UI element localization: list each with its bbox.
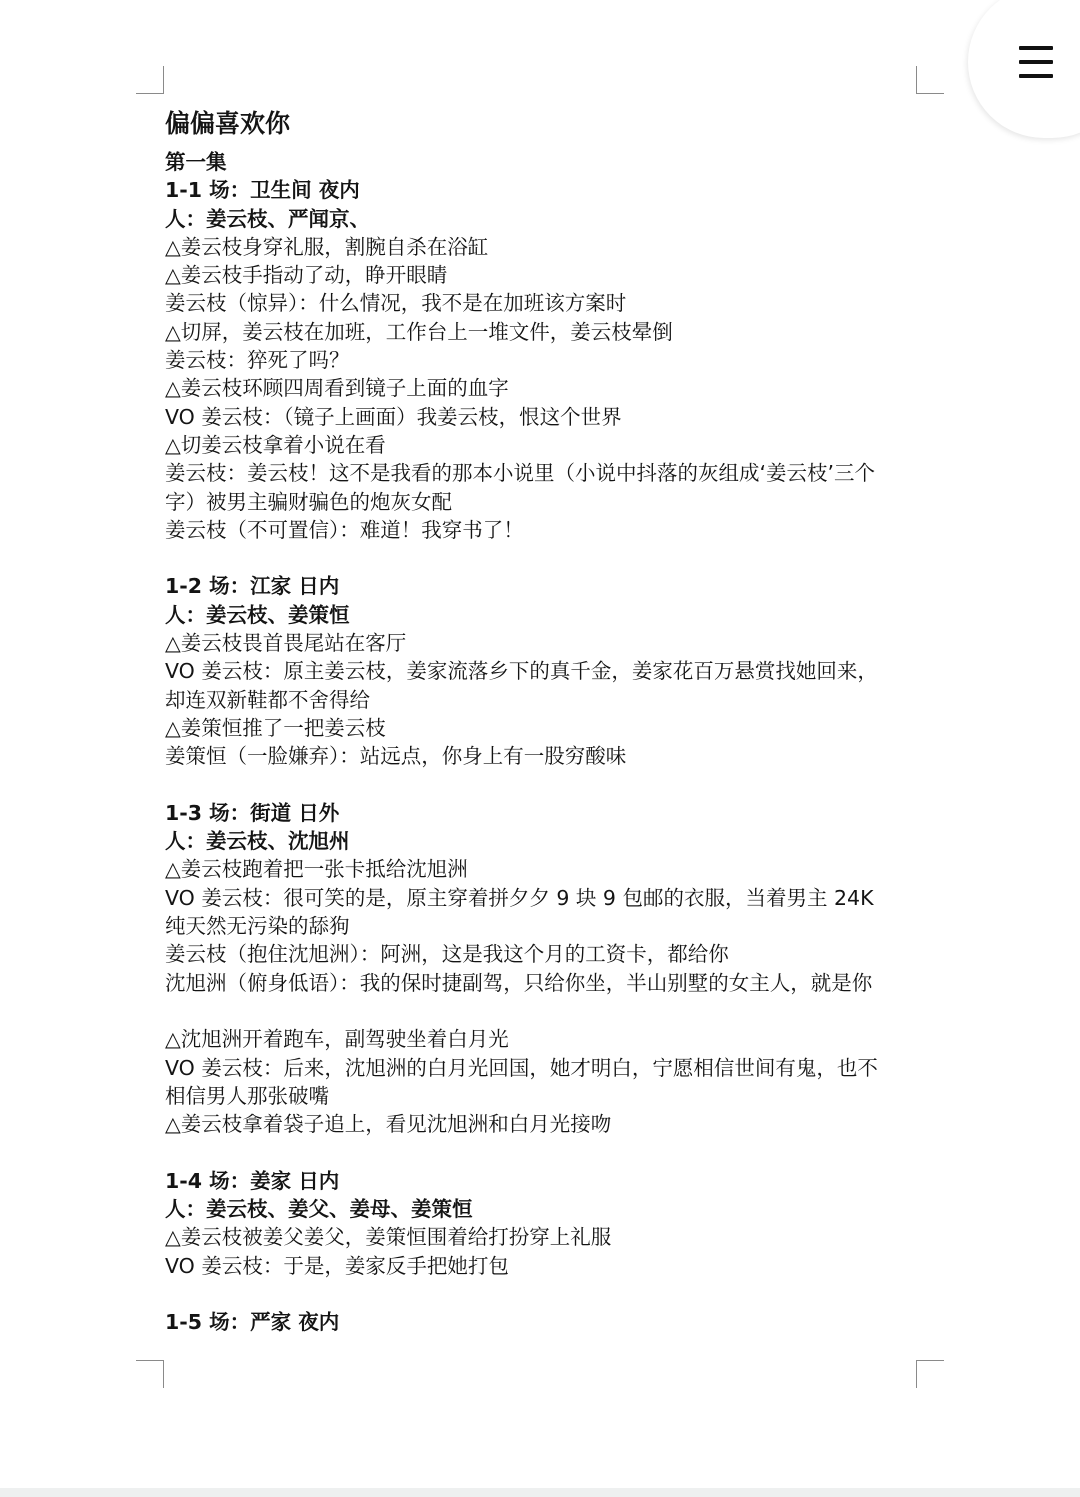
script-line: VO 姜云枝：后来，沈旭洲的白月光回国，她才明白，宁愿相信世间有鬼，也不 xyxy=(165,1055,878,1080)
script-line: 沈旭洲（俯身低语）：我的保时捷副驾，只给你坐，半山别墅的女主人，就是你 xyxy=(165,970,873,995)
script-line: VO 姜云枝：于是，姜家反手把她打包 xyxy=(165,1253,509,1278)
scene-heading-line: 1-5 场：严家 夜内 xyxy=(165,1310,340,1335)
script-line: 姜云枝（不可置信）：难道！我穿书了！ xyxy=(165,517,524,542)
script-lines xyxy=(165,148,925,1336)
script-line: △姜云枝手指动了动，睁开眼睛 xyxy=(165,263,448,288)
blank-line xyxy=(165,1280,925,1308)
script-line: 姜策恒（一脸嫌弃）：站远点，你身上有一股穷酸味 xyxy=(165,744,627,769)
scene-heading-line: 1-4 场：姜家 日内 xyxy=(165,1168,340,1193)
script-line: 姜云枝（惊异）：什么情况，我不是在加班该方案时 xyxy=(165,291,627,316)
script-line: 姜云枝：猝死了吗？ xyxy=(165,348,350,373)
script-line: 却连双新鞋都不舍得给 xyxy=(165,687,370,712)
script-line: 姜云枝：姜云枝！这不是我看的那本小说里（小说中抖落的灰组成‘姜云枝’三个 xyxy=(165,461,876,486)
blank-line xyxy=(165,544,925,572)
script-line: 字）被男主骗财骗色的炮灰女配 xyxy=(165,489,452,514)
script-line: VO 姜云枝：（镜子上画面）我姜云枝，恨这个世界 xyxy=(165,404,622,429)
scene-heading-line: 人：姜云枝、姜父、姜母、姜策恒 xyxy=(165,1196,473,1221)
script-line: △姜云枝畏首畏尾站在客厅 xyxy=(165,631,407,656)
document-title: 偏偏喜欢你 xyxy=(165,109,291,138)
blank-line xyxy=(165,1138,925,1166)
script-line: △姜云枝环顾四周看到镜子上面的血字 xyxy=(165,376,509,401)
scene-heading-line: 人：姜云枝、沈旭州 xyxy=(165,829,350,854)
scene-heading-line: 人：姜云枝、姜策恒 xyxy=(165,602,350,627)
script-line: △姜策恒推了一把姜云枝 xyxy=(165,715,386,740)
scene-heading-line: 第一集 xyxy=(165,150,227,174)
scene-heading-line: 人：姜云枝、严闻京、 xyxy=(165,206,370,231)
script-line: VO 姜云枝：很可笑的是，原主穿着拼夕夕 9 块 9 包邮的衣服，当着男主 24K xyxy=(165,885,874,910)
script-line: VO 姜云枝：原主姜云枝，姜家流落乡下的真千金，姜家花百万悬赏找她回来， xyxy=(165,659,878,684)
script-line: △姜云枝身穿礼服，割腕自杀在浴缸 xyxy=(165,234,489,259)
script-line: △姜云枝拿着袋子追上，看见沈旭洲和白月光接吻 xyxy=(165,1112,612,1137)
margin-corner-bottom-left xyxy=(136,1360,164,1388)
margin-corner-bottom-right xyxy=(916,1360,944,1388)
scene-heading-line: 1-1 场：卫生间 夜内 xyxy=(165,178,360,203)
script-line: 姜云枝（抱住沈旭洲）：阿洲，这是我这个月的工资卡，都给你 xyxy=(165,942,729,967)
bottom-strip xyxy=(0,1488,1080,1497)
hamburger-menu-icon[interactable] xyxy=(1019,44,1053,78)
script-line: △姜云枝跑着把一张卡抵给沈旭洲 xyxy=(165,857,468,882)
margin-corner-top-right xyxy=(916,66,944,94)
scene-heading-line: 1-2 场：江家 日内 xyxy=(165,574,340,599)
document-body xyxy=(165,104,925,1336)
script-line: △切姜云枝拿着小说在看 xyxy=(165,432,386,457)
margin-corner-top-left xyxy=(136,66,164,94)
script-line: △切屏，姜云枝在加班，工作台上一堆文件，姜云枝晕倒 xyxy=(165,319,673,344)
script-line: 相信男人那张破嘴 xyxy=(165,1083,329,1108)
scene-heading-line: 1-3 场：街道 日外 xyxy=(165,800,340,825)
script-line: △沈旭洲开着跑车，副驾驶坐着白月光 xyxy=(165,1027,509,1052)
blank-line xyxy=(165,771,925,799)
script-line: △姜云枝被姜父姜父，姜策恒围着给打扮穿上礼服 xyxy=(165,1225,612,1250)
script-line: 纯天然无污染的舔狗 xyxy=(165,914,350,939)
blank-line xyxy=(165,997,925,1025)
